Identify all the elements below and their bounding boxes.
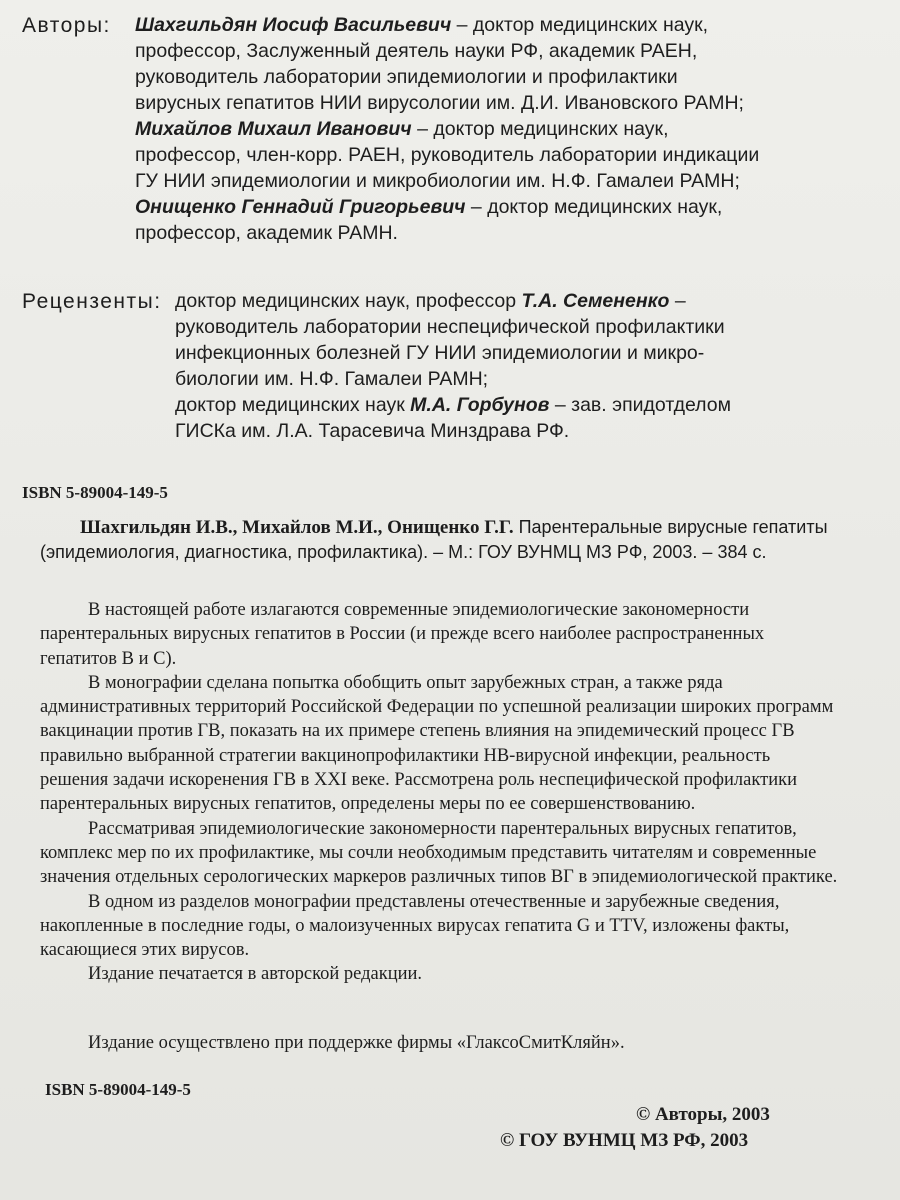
reviewer-2-title: доктор медицинских наук	[175, 394, 411, 416]
abstract-paragraph: В монографии сделана попытка обобщить опыт зарубежных стран, а также ряда административных территорий Российской Федерации по успешной реализации широких программ вакцинации против ГВ, показать на их примере степень влияния на эпидемический процесс ГВ правильно выбранной стратегии вакцинопрофилактики НВ-вирусной инфекции, реальность решения задачи искоренения ГВ в XXI веке. Рассмотрена роль неспецифической профилактики парентеральных вирусных гепатитов, определены меры по ее совершенствованию.	[40, 672, 834, 815]
author-name: Шахгильдян Иосиф Васильевич	[135, 14, 452, 36]
isbn-top: ISBN 5-89004-149-5	[22, 483, 168, 502]
authors-label: Авторы:	[22, 14, 111, 37]
reviewer-1-institute-cont: биологии им. Н.Ф. Гамалеи РАМН;	[175, 368, 489, 390]
author-credentials: – доктор медицинских наук,	[411, 118, 669, 140]
editorial-note: Издание печатается в авторской редакции.	[88, 964, 423, 985]
isbn-bottom: ISBN 5-89004-149-5	[45, 1080, 191, 1099]
author-credentials: профессор, академик РАМН.	[135, 222, 398, 244]
reviewer-1-dash: –	[669, 290, 686, 312]
authors-line	[135, 168, 875, 194]
authors-line	[135, 194, 875, 220]
copyright-publisher: © ГОУ ВУНМЦ МЗ РФ, 2003	[500, 1130, 749, 1151]
reviewer-1-title: доктор медицинских наук, профессор	[175, 290, 522, 312]
abstract-paragraph: В настоящей работе излагаются современные эпидемиологические закономерности парентеральных вирусных гепатитов в России (и прежде всего наиболее распространенных гепатитов В и С).	[40, 600, 765, 669]
author-credentials: руководитель лаборатории эпидемиологии и профилактики	[135, 66, 678, 88]
authors-line	[135, 38, 875, 64]
reviewer-1-position: руководитель лаборатории неспецифической профилактики	[175, 316, 725, 338]
author-name: Онищенко Геннадий Григорьевич	[135, 196, 466, 218]
author-name: Михайлов Михаил Иванович	[135, 118, 412, 140]
authors-line	[135, 142, 875, 168]
author-credentials: профессор, Заслуженный деятель науки РФ, академик РАЕН,	[135, 40, 698, 62]
authors-line	[135, 220, 875, 246]
support-note: Издание осуществлено при поддержке фирмы «ГлаксоСмитКляйн».	[88, 1033, 625, 1053]
reviewers-block	[175, 288, 875, 444]
reviewer-1-institute: инфекционных болезней ГУ НИИ эпидемиологии и микро-	[175, 342, 705, 364]
author-credentials: – доктор медицинских наук,	[465, 196, 723, 218]
author-credentials: вирусных гепатитов НИИ вирусологии им. Д.И. Ивановского РАМН;	[135, 92, 744, 114]
author-credentials: – доктор медицинских наук,	[451, 14, 709, 36]
abstract-paragraph: Рассматривая эпидемиологические закономерности парентеральных вирусных гепатитов, комплекс мер по их профилактике, мы сочли необходимым представить читателям и современные значения отдельных серологических маркеров различных типов ВГ в эпидемиологической практике.	[40, 818, 838, 888]
author-credentials: ГУ НИИ эпидемиологии и микробиологии им. Н.Ф. Гамалеи РАМН;	[135, 170, 740, 192]
reviewer-2-institute: ГИСКа им. Л.А. Тарасевича Минздрава РФ.	[175, 420, 570, 442]
bibliographic-record	[40, 515, 830, 564]
reviewer-1-name: Т.А. Семененко	[521, 290, 670, 312]
abstract	[40, 598, 840, 987]
bibliography-details: Парентеральные вирусные гепатиты (эпидемиология, диагностика, профилактика). – М.: ГОУ ВУНМЦ МЗ РФ, 2003. – 384 с.	[40, 517, 828, 562]
copyright-authors: © Авторы, 2003	[636, 1104, 770, 1125]
reviewer-2-name: М.А. Горбунов	[410, 394, 550, 416]
reviewers-label: Рецензенты:	[22, 290, 162, 313]
abstract-paragraph: В одном из разделов монографии представлены отечественные и зарубежные сведения, накопленные в последние годы, о малоизученных вирусах гепатита G и TTV, изложены факты, касающиеся этих вирусов.	[40, 891, 790, 961]
authors-line	[135, 12, 875, 38]
authors-block	[135, 12, 875, 246]
author-credentials: профессор, член-корр. РАЕН, руководитель лаборатории индикации	[135, 144, 760, 166]
reviewer-2-position: – зав. эпидотделом	[549, 394, 732, 416]
authors-line	[135, 116, 875, 142]
bibliography-authors: Шахгильдян И.В., Михайлов М.И., Онищенко Г.Г.	[80, 517, 514, 538]
authors-line	[135, 64, 875, 90]
authors-line	[135, 90, 875, 116]
